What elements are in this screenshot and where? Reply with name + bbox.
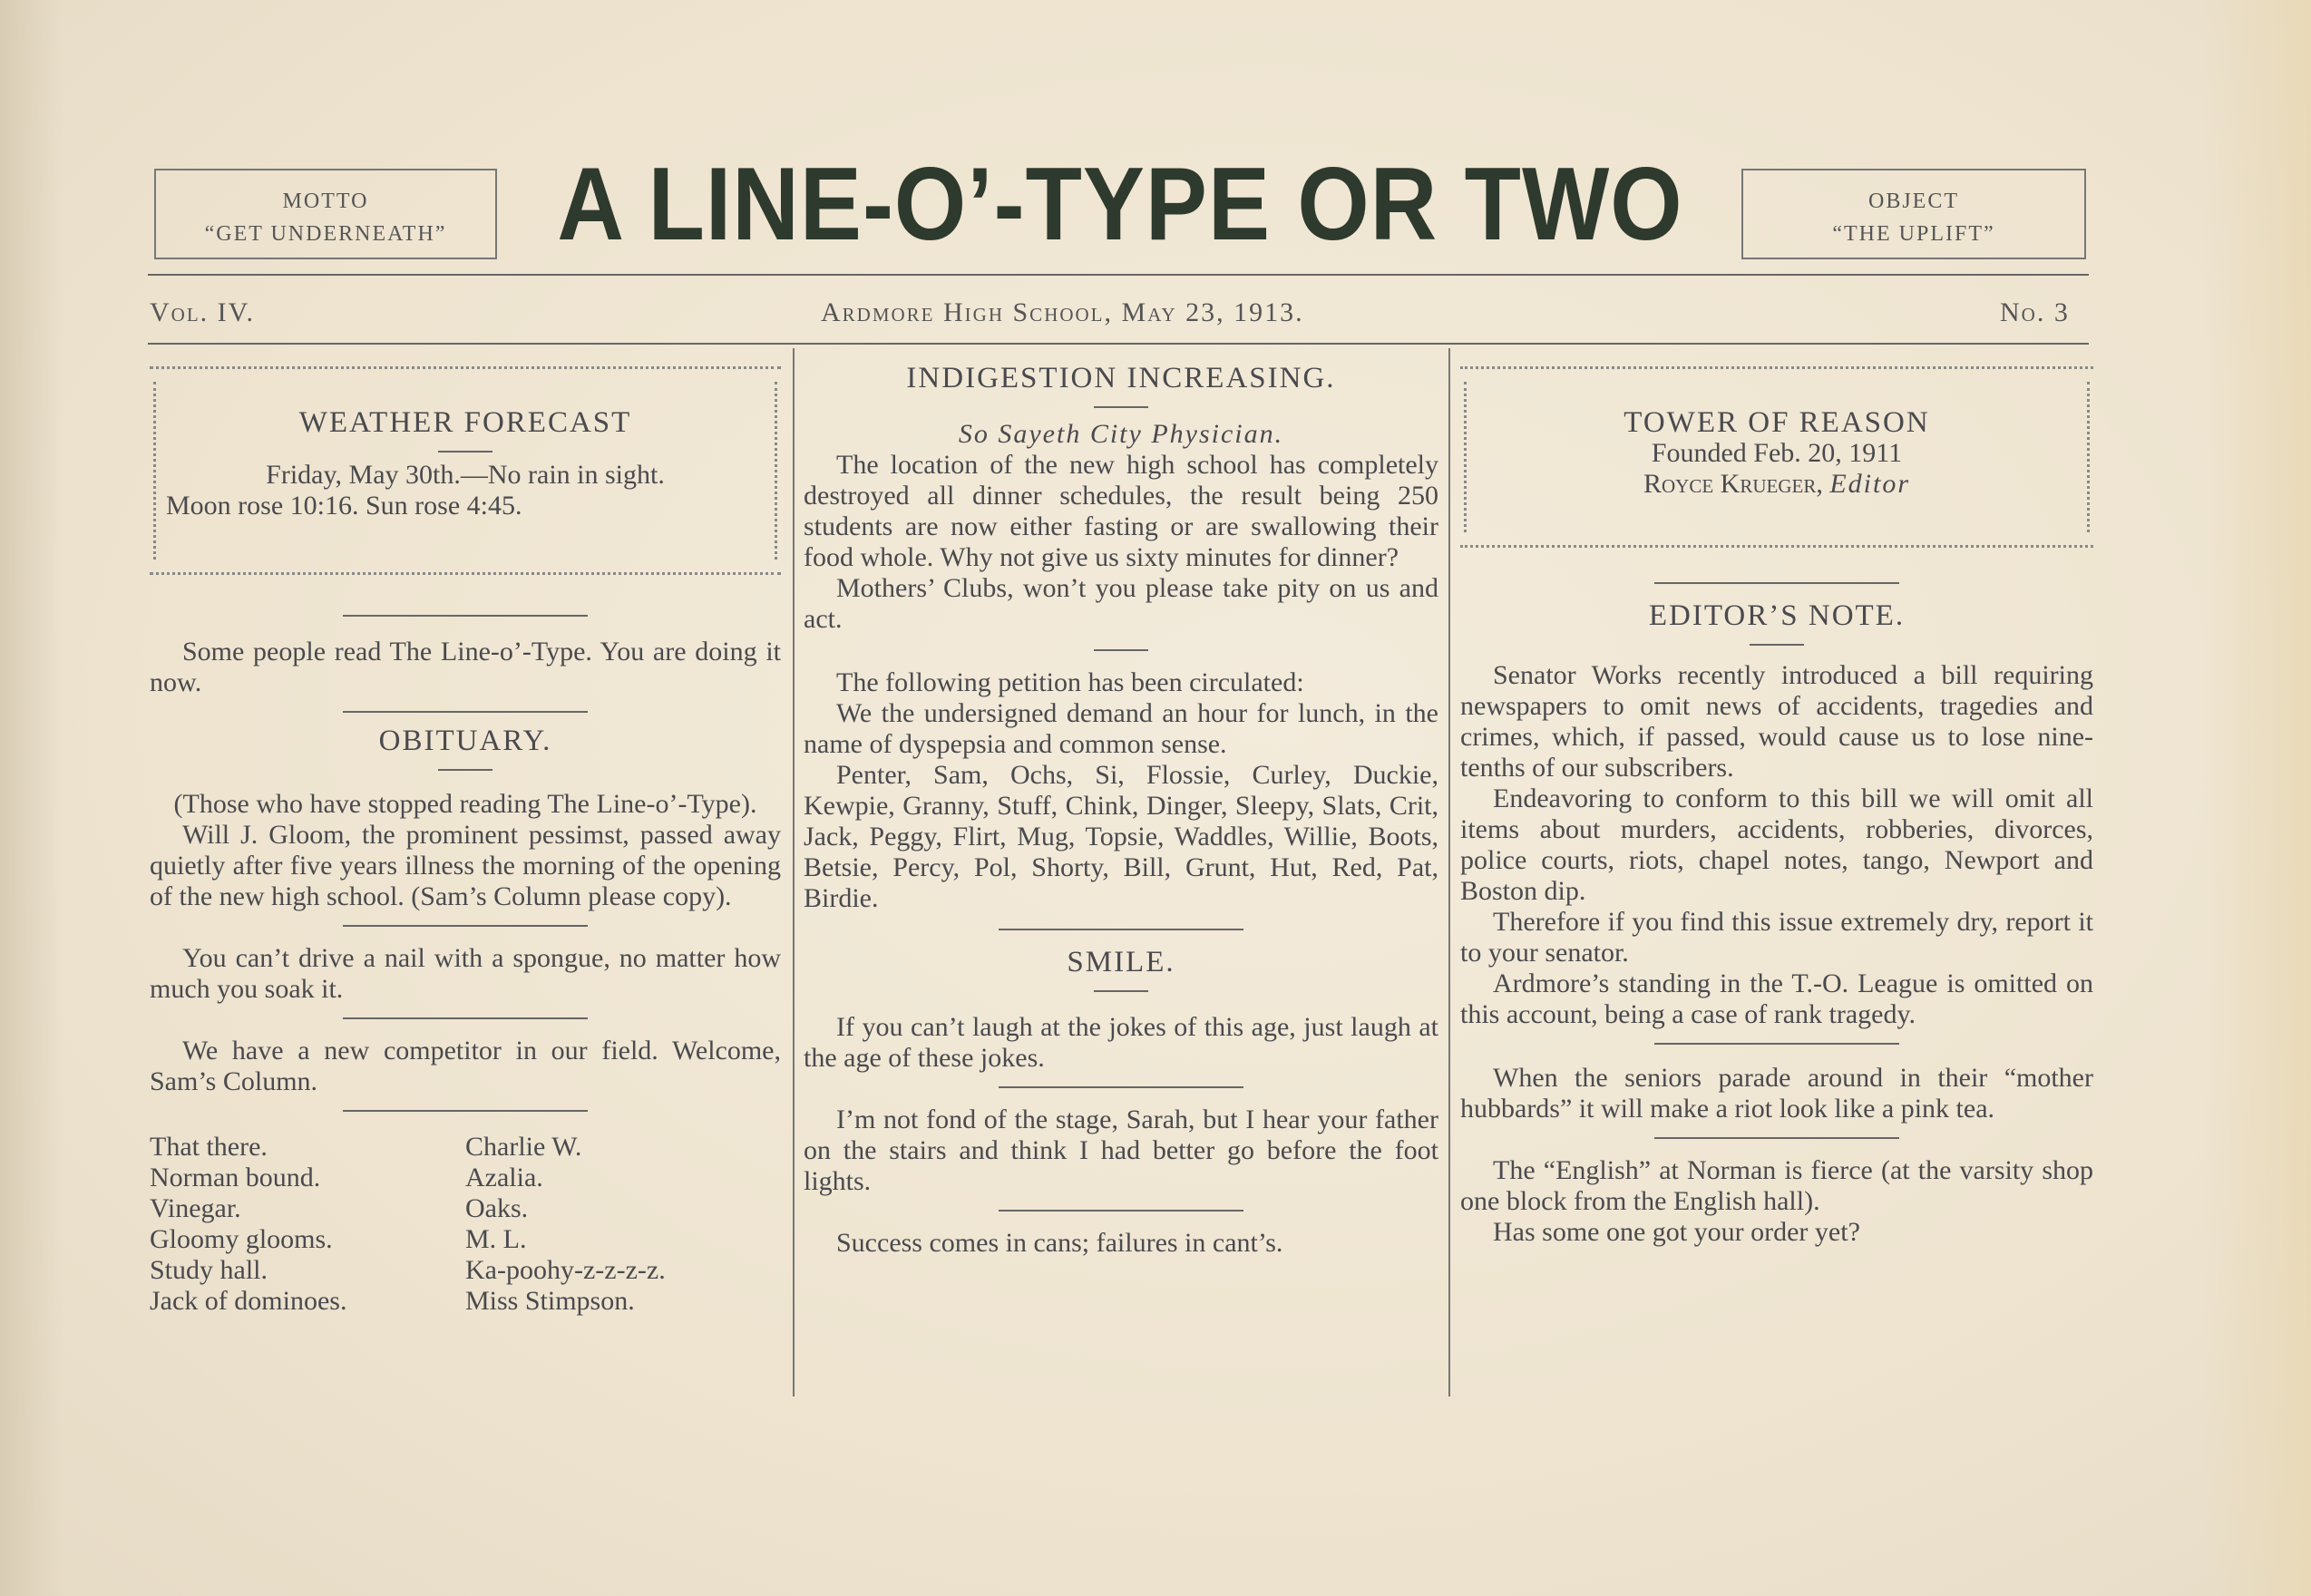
column-divider-2 [1448, 348, 1450, 1396]
list-item: Charlie W. [465, 1132, 582, 1162]
nail-joke: You can’t drive a nail with a spongue, no matter how much you soak it. [150, 943, 781, 1004]
page-shadow-left [0, 0, 63, 1596]
order-line: Has some one got your order yet? [1493, 1217, 1860, 1247]
weather-heading: WEATHER FORECAST [298, 406, 632, 439]
petition-intro: The following petition has been circulated: [836, 667, 1304, 697]
pairs-left-list [150, 1132, 465, 1317]
weather-line-2: Moon rose 10:16. Sun rose 4:45. [166, 491, 522, 521]
editor-name: Royce Krueger, [1643, 469, 1823, 499]
indigestion-para-2: Mothers’ Clubs, won’t you please take pity on us and act. [804, 573, 1438, 634]
short-rule [438, 451, 492, 453]
tower-founded: Founded Feb. 20, 1911 [1651, 438, 1903, 468]
tower-box [1460, 366, 2093, 548]
weather-box [150, 366, 781, 575]
editor-role: Editor [1829, 469, 1910, 499]
page-shadow-right [2202, 0, 2311, 1596]
note-para-2: Endeavoring to conform to this bill we will omit all items about murders, accidents, robberies, divorces, police courts, riots, chapel notes, tango, Newport and Boston dip. [1460, 783, 2093, 906]
seniors-joke: When the seniors parade around in their “mother hubbards” it will make a riot look like a pink tea. [1460, 1063, 2093, 1124]
divider-rule [343, 1017, 588, 1019]
short-rule [438, 769, 492, 771]
object-label: OBJECT [1867, 190, 1959, 213]
note-para-3: Therefore if you find this issue extremely dry, report it to your senator. [1460, 907, 2093, 968]
english-joke: The “English” at Norman is fierce (at the varsity shop one block from the English hall). [1460, 1155, 2093, 1216]
petition-text: We the undersigned demand an hour for lunch, in the name of dyspepsia and common sense. [804, 698, 1438, 759]
masthead-rule [148, 274, 2089, 276]
object-text: “THE UPLIFT” [1832, 222, 1995, 246]
list-item: That there. [150, 1132, 268, 1162]
obituary-heading: OBITUARY. [378, 725, 552, 757]
left-column [150, 366, 781, 1317]
dateline-rule [148, 343, 2089, 345]
list-item: M. L. [465, 1224, 527, 1254]
list-item: Norman bound. [150, 1163, 321, 1192]
divider-rule [343, 925, 588, 927]
motto-label: MOTTO [282, 190, 369, 213]
list-item: Miss Stimpson. [465, 1286, 635, 1316]
reading-note: Some people read The Line-o’-Type. You are doing it now. [150, 637, 781, 697]
indigestion-subheading: So Sayeth City Physician. [958, 419, 1284, 449]
middle-column [804, 363, 1438, 1259]
newspaper-title: A LINE-O’-TYPE OR TWO [557, 146, 1683, 262]
list-item: Vinegar. [150, 1193, 241, 1223]
motto-box [154, 169, 497, 259]
school-date: Ardmore High School, May 23, 1913. [821, 297, 1304, 327]
obituary-body: Will J. Gloom, the prominent pessimst, passed away quietly after five years illness the morning of the opening of the new high school. (Sam’s Column please copy). [150, 820, 781, 911]
divider-rule [1654, 1137, 1899, 1139]
list-item: Jack of dominoes. [150, 1286, 347, 1316]
divider-rule [1654, 1043, 1899, 1045]
nickname-pairs [150, 1132, 781, 1317]
divider-rule [999, 1210, 1243, 1212]
divider-rule [343, 1110, 588, 1112]
list-item: Azalia. [465, 1163, 543, 1192]
petition-signers: Penter, Sam, Ochs, Si, Flossie, Curley, Duckie, Kewpie, Granny, Stuff, Chink, Dinger, Sleepy, Slats, Crit, Jack, Peggy, Flirt, Mug, Topsie, Waddles, Willie, Boots, Betsie, Percy, Pol, Shorty, Bill, Grunt, Hut, Red, Pat, Birdie. [804, 760, 1438, 913]
competitor-note: We have a new competitor in our field. Welcome, Sam’s Column. [150, 1036, 781, 1096]
divider-rule [999, 1086, 1243, 1088]
list-item: Study hall. [150, 1255, 268, 1285]
divider-rule [343, 615, 588, 617]
issue-number: No. 3 [2000, 297, 2070, 327]
short-rule [1094, 990, 1148, 992]
pairs-right-list [465, 1132, 781, 1317]
list-item: Ka-poohy-z-z-z-z. [465, 1255, 666, 1285]
divider-rule [1654, 582, 1899, 584]
list-item: Oaks. [465, 1193, 529, 1223]
stage-joke: I’m not fond of the stage, Sarah, but I hear your father on the stairs and think I had better go before the foot lights. [804, 1105, 1438, 1196]
object-box [1741, 169, 2086, 259]
obituary-subtitle: (Those who have stopped reading The Line-o’-Type). [173, 789, 757, 819]
short-rule [1094, 649, 1148, 651]
smile-body: If you can’t laugh at the jokes of this age, just laugh at the age of these jokes. [804, 1012, 1438, 1073]
tower-editor [1477, 469, 2077, 500]
smile-heading: SMILE. [1067, 946, 1175, 978]
indigestion-para-1: The location of the new high school has completely destroyed all dinner schedules, the result being 250 students are now either fasting or are swallowing their food whole. Why not give us sixty minutes for dinner? [804, 450, 1438, 572]
short-rule [1750, 644, 1804, 646]
editors-note-heading: EDITOR’S NOTE. [1648, 599, 1906, 632]
right-column [1460, 366, 2093, 1248]
note-para-1: Senator Works recently introduced a bill requiring newspapers to omit news of accidents, tragedies and crimes, which, if passed, would cause us to lose nine-tenths of our subscribers. [1460, 660, 2093, 783]
list-item: Gloomy glooms. [150, 1224, 333, 1254]
motto-text: “GET UNDERNEATH” [204, 222, 447, 246]
divider-rule [343, 711, 588, 713]
note-para-4: Ardmore’s standing in the T.-O. League is omitted on this account, being a case of rank tragedy. [1460, 968, 2093, 1029]
volume-label: Vol. IV. [150, 297, 255, 327]
divider-rule [999, 929, 1243, 930]
short-rule [1094, 406, 1148, 408]
success-line: Success comes in cans; failures in cant’s. [836, 1228, 1283, 1258]
tower-title: TOWER OF REASON [1624, 406, 1930, 439]
indigestion-heading: INDIGESTION INCREASING. [906, 362, 1336, 394]
column-divider-1 [793, 348, 795, 1396]
weather-line-1: Friday, May 30th.—No rain in sight. [266, 460, 665, 490]
